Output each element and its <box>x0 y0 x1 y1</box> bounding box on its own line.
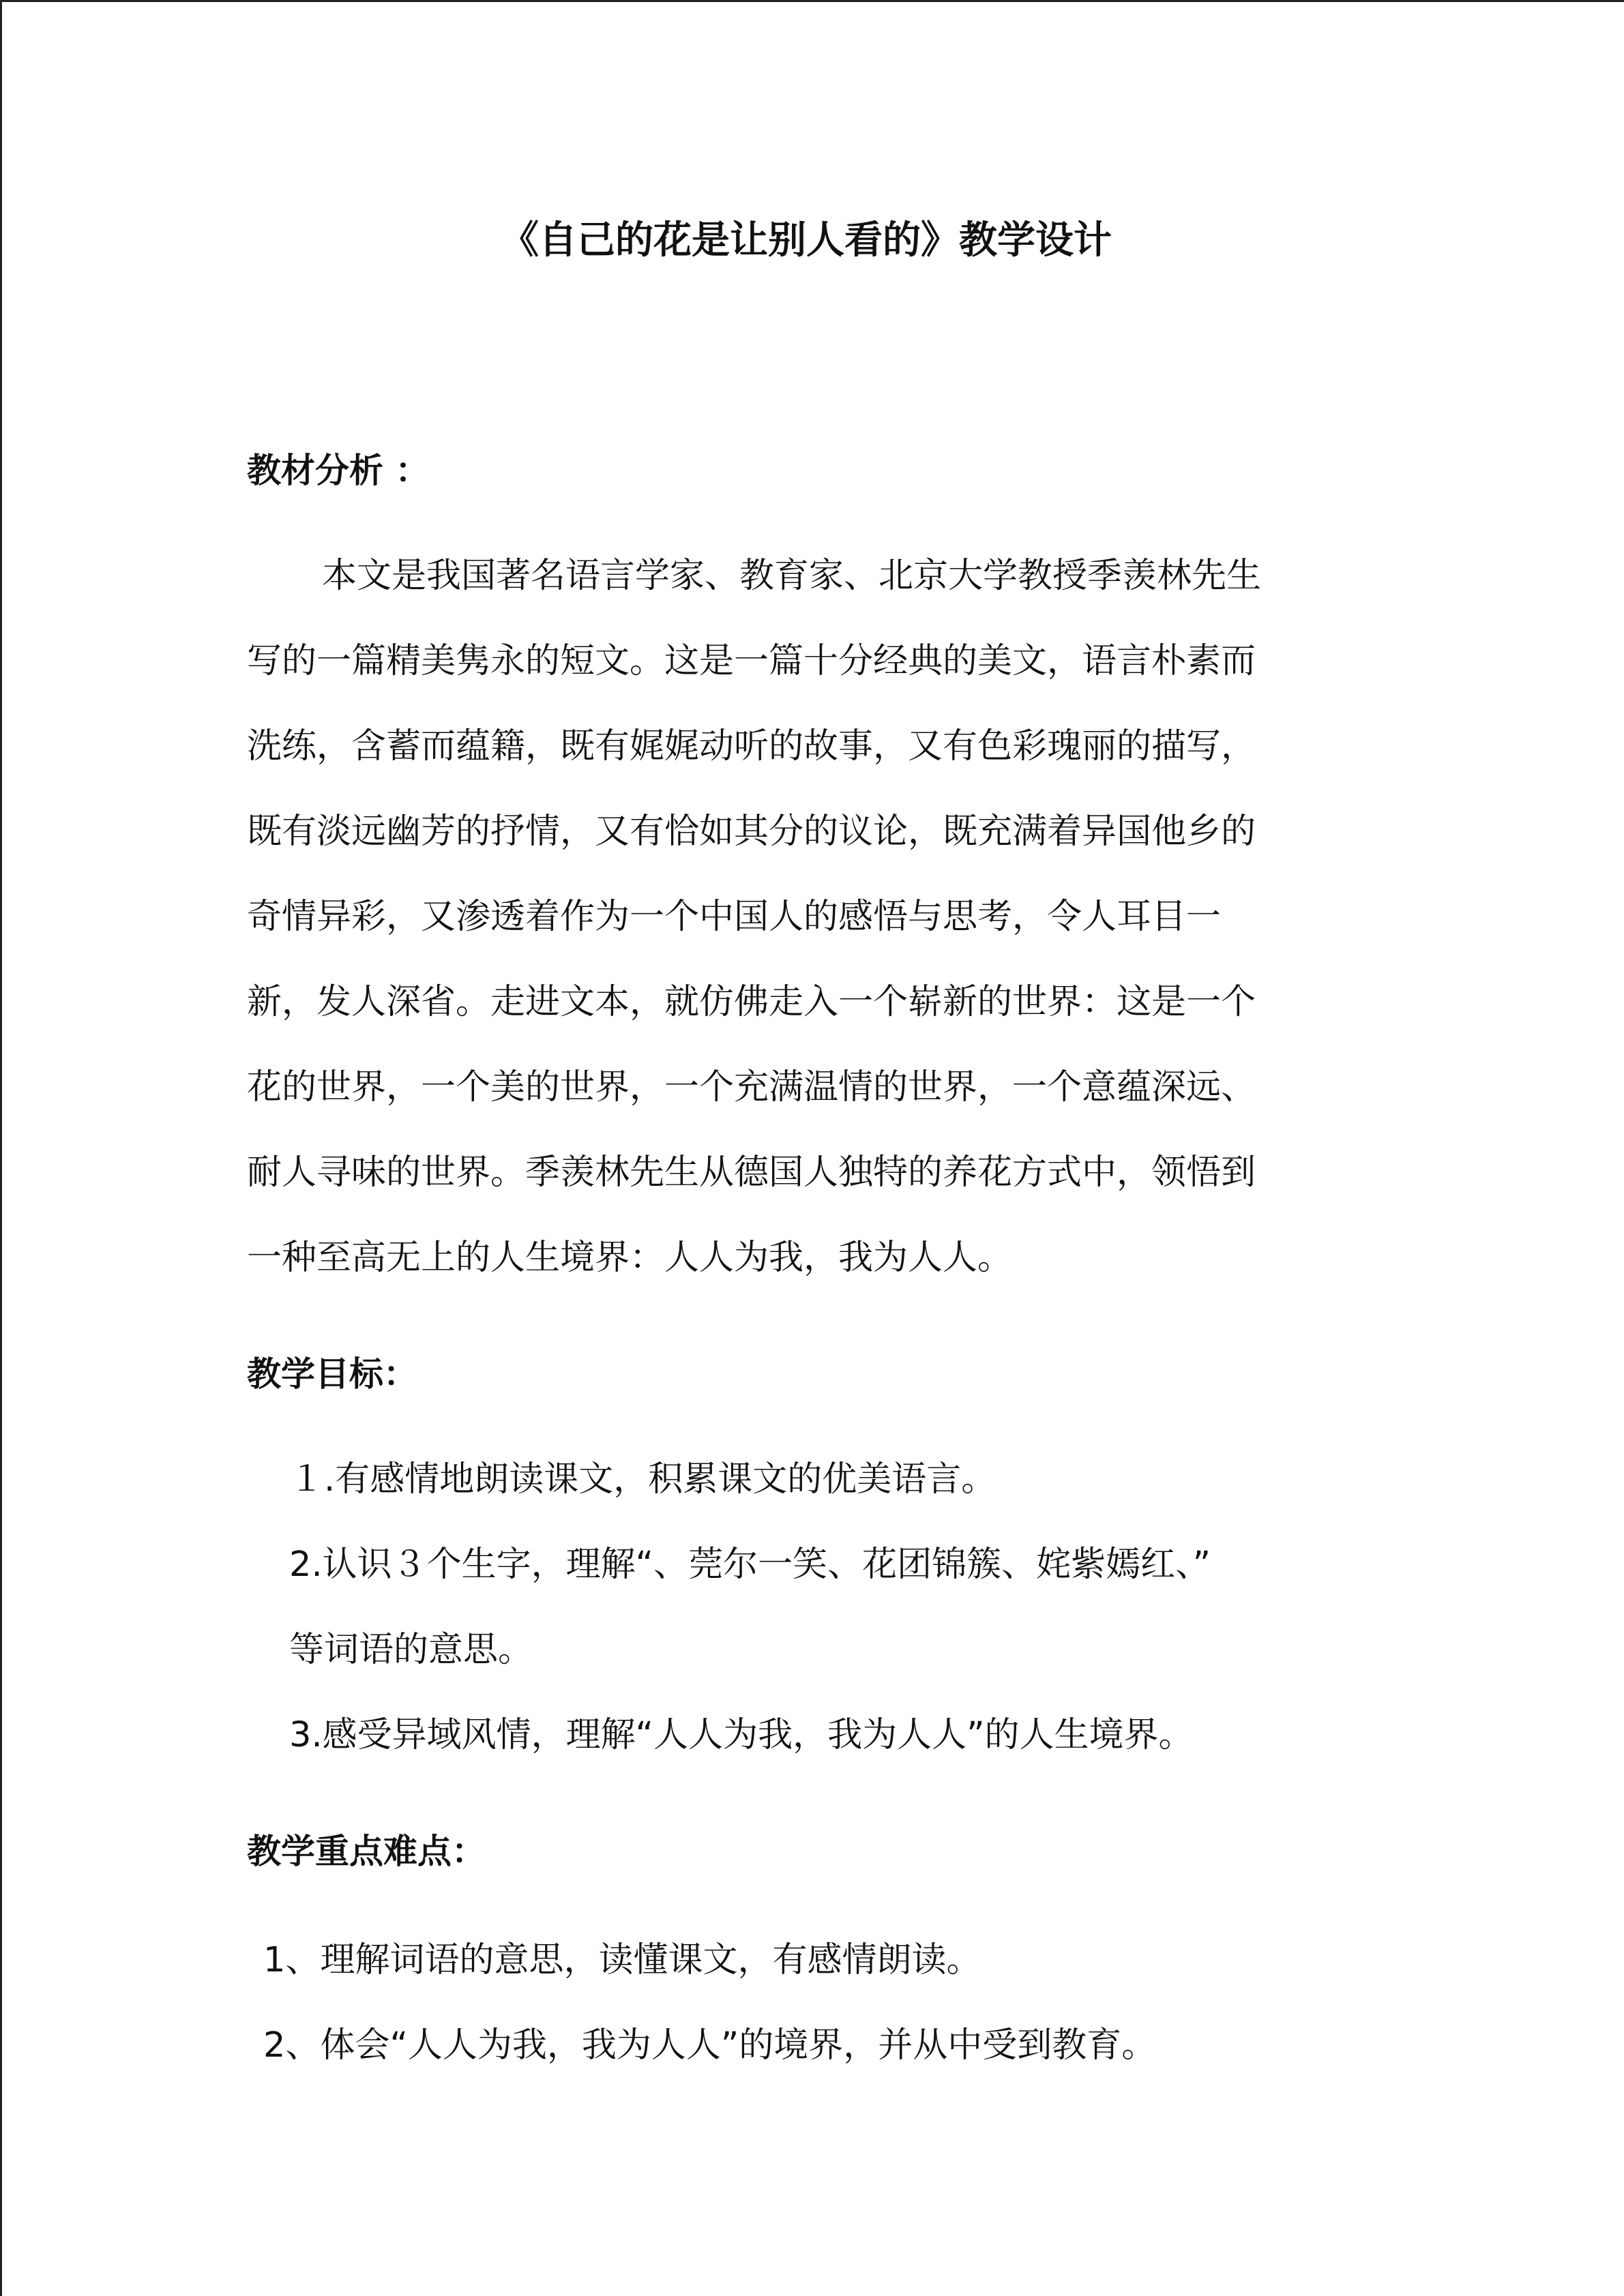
document-page <box>247 0 1365 2296</box>
list-item: １.有感情地朗读课文，积累课文的优美语言。 <box>289 1459 996 1500</box>
paragraph-line: 写的一篇精美隽永的短文。这是一篇十分经典的美文，语言朴素而 <box>247 641 1256 681</box>
paragraph-line: 本文是我国著名语言学家、教育家、北京大学教授季羡林先生 <box>322 556 1262 596</box>
page-left-border <box>0 0 2 2296</box>
paragraph-line: 一种至高无上的人生境界：人人为我，我为人人。 <box>247 1238 1013 1278</box>
document-title: 《自己的花是让别人看的》教学设计 <box>501 218 1112 263</box>
paragraph-line: 新，发人深省。走进文本，就仿佛走入一个崭新的世界：这是一个 <box>247 982 1256 1022</box>
section-heading-goals: 教学目标： <box>247 1354 417 1394</box>
section-heading-analysis: 教材分析 ： <box>247 451 430 490</box>
paragraph-line: 耐人寻味的世界。季羡林先生从德国人独特的养花方式中，领悟到 <box>247 1152 1256 1193</box>
paragraph-line: 既有淡远幽芳的抒情，又有恰如其分的议论，既充满着异国他乡的 <box>247 811 1256 852</box>
list-item-continuation: 等词语的意思。 <box>289 1630 533 1670</box>
paragraph-line: 奇情异彩，又渗透着作为一个中国人的感悟与思考，令人耳目一 <box>247 897 1222 937</box>
paragraph-line: 洗练，含蓄而蕴籍，既有娓娓动听的故事，又有色彩瑰丽的描写， <box>247 726 1256 766</box>
list-item: 3.感受异域风情，理解“人人为我，我为人人”的人生境界。 <box>289 1715 1194 1755</box>
list-item: 1、理解词语的意思，读懂课文，有感情朗读。 <box>263 1940 981 1980</box>
list-item: 2.认识３个生字，理解“、莞尔一笑、花团锦簇、姹紫嫣红、” <box>289 1545 1211 1585</box>
section-heading-key-points: 教学重点难点： <box>247 1832 486 1871</box>
paragraph-line: 花的世界，一个美的世界，一个充满温情的世界，一个意蕴深远、 <box>247 1067 1256 1107</box>
list-item: 2、体会“人人为我，我为人人”的境界，并从中受到教育。 <box>263 2025 1157 2066</box>
